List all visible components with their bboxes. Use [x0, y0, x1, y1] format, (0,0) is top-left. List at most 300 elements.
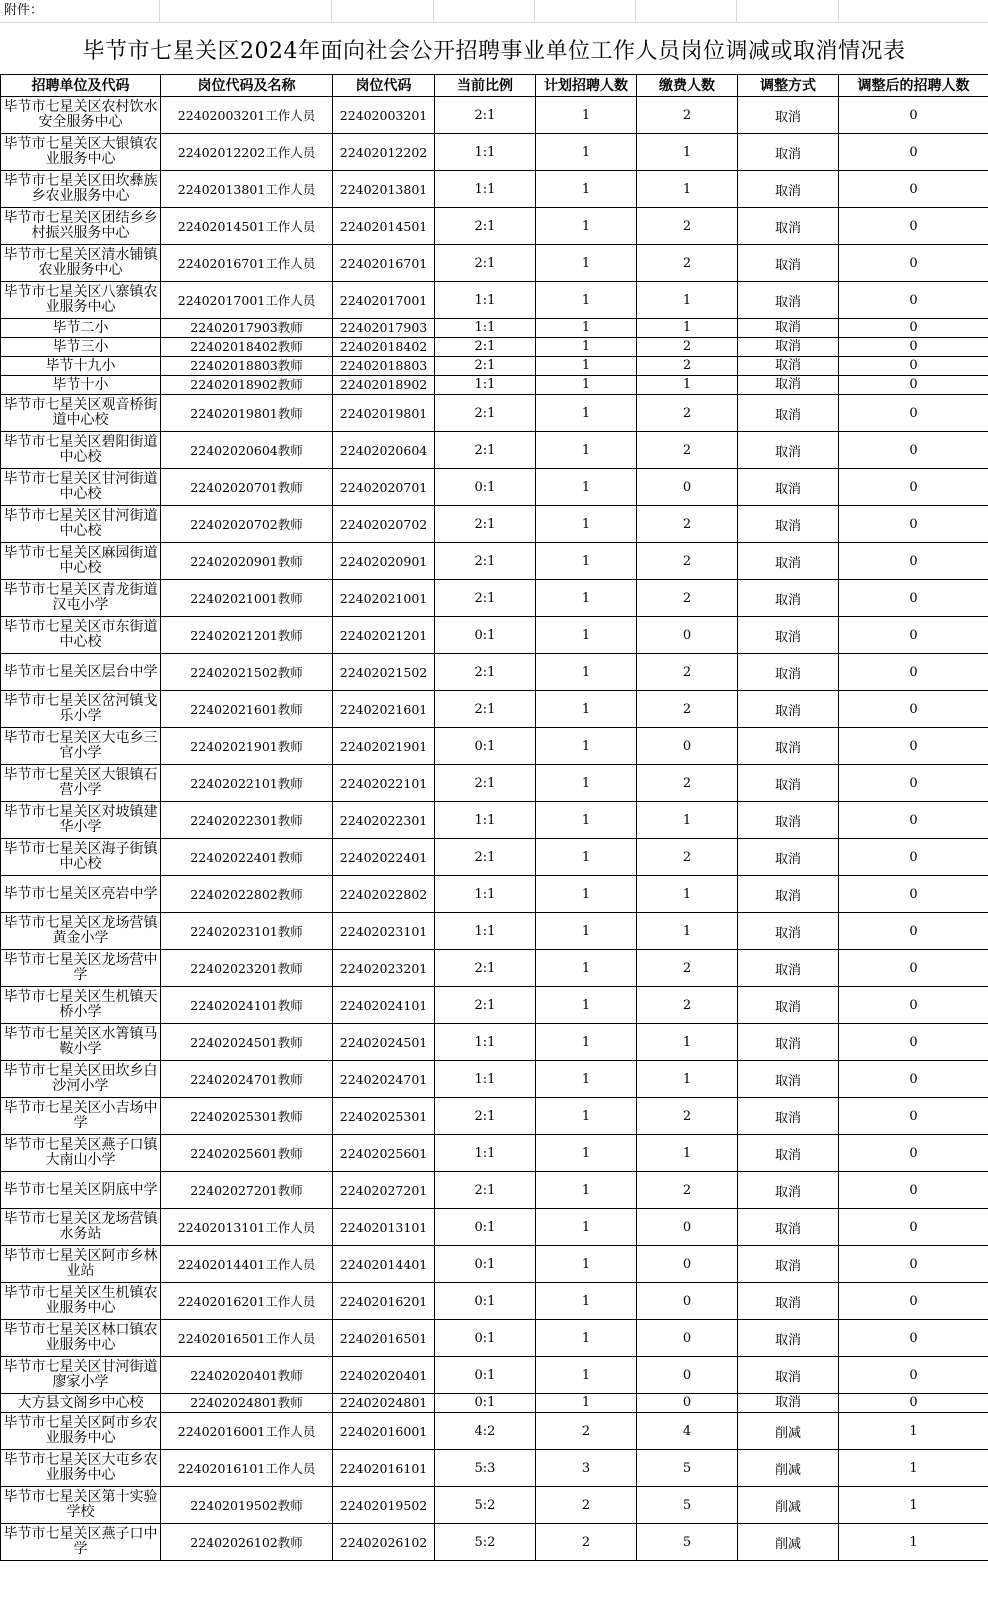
header-code: 岗位代码: [333, 75, 435, 97]
cell-code: 22402023201: [333, 950, 435, 987]
cell-unit: 毕节市七星关区龙场营镇黄金小学: [1, 913, 161, 950]
cell-unit: 毕节十小: [1, 376, 161, 395]
cell-plan: 1: [536, 357, 637, 376]
cell-plan: 2: [536, 1413, 637, 1450]
cell-unit: 毕节十九小: [1, 357, 161, 376]
table-row: [1, 839, 988, 876]
cell-method: 取消: [738, 469, 839, 506]
cell-after: 0: [839, 469, 988, 506]
cell-ratio: 1:1: [435, 802, 536, 839]
cell-after: 1: [839, 1450, 988, 1487]
cell-plan: 1: [536, 1283, 637, 1320]
attachment-row: [0, 0, 988, 22]
cell-ratio: 2:1: [435, 950, 536, 987]
cell-post: 22402014401工作人员: [161, 1246, 333, 1283]
cell-method: 取消: [738, 1172, 839, 1209]
cell-ratio: 2:1: [435, 338, 536, 357]
table-row: [1, 208, 988, 245]
table-row: [1, 876, 988, 913]
cell-method: 取消: [738, 319, 839, 338]
table-row: [1, 691, 988, 728]
cell-ratio: 1:1: [435, 319, 536, 338]
cell-after: 0: [839, 97, 988, 134]
cell-unit: 毕节市七星关区大银镇石营小学: [1, 765, 161, 802]
table-row: [1, 802, 988, 839]
cell-after: 0: [839, 876, 988, 913]
cell-post: 22402019502教师: [161, 1487, 333, 1524]
table-row: [1, 1172, 988, 1209]
cell-paid: 0: [637, 1246, 738, 1283]
cell-paid: 5: [637, 1450, 738, 1487]
cell-after: 0: [839, 134, 988, 171]
cell-code: 22402013801: [333, 171, 435, 208]
cell-method: 取消: [738, 1357, 839, 1394]
cell-plan: 1: [536, 617, 637, 654]
cell-unit: 毕节市七星关区阿市乡农业服务中心: [1, 1413, 161, 1450]
cell-code: 22402017903: [333, 319, 435, 338]
cell-code: 22402024501: [333, 1024, 435, 1061]
cell-method: 取消: [738, 395, 839, 432]
cell-method: 取消: [738, 987, 839, 1024]
cell-ratio: 0:1: [435, 1394, 536, 1413]
cell-code: 22402016701: [333, 245, 435, 282]
cell-code: 22402018402: [333, 338, 435, 357]
cell-ratio: 2:1: [435, 765, 536, 802]
cell-unit: 毕节市七星关区岔河镇戈乐小学: [1, 691, 161, 728]
cell-post: 22402013801工作人员: [161, 171, 333, 208]
cell-post: 22402020401教师: [161, 1357, 333, 1394]
cell-after: 1: [839, 1524, 988, 1561]
cell-ratio: 2:1: [435, 691, 536, 728]
cell-method: 取消: [738, 691, 839, 728]
table-row: [1, 1524, 988, 1561]
cell-after: 0: [839, 1209, 988, 1246]
table-row: [1, 1061, 988, 1098]
cell-after: 0: [839, 171, 988, 208]
cell-after: 0: [839, 1135, 988, 1172]
cell-after: 0: [839, 1172, 988, 1209]
table-row: [1, 1209, 988, 1246]
cell-post: 22402021001教师: [161, 580, 333, 617]
cell-ratio: 1:1: [435, 1135, 536, 1172]
cell-post: 22402020901教师: [161, 543, 333, 580]
cell-plan: 1: [536, 319, 637, 338]
cell-unit: 毕节市七星关区林口镇农业服务中心: [1, 1320, 161, 1357]
cell-ratio: 5:3: [435, 1450, 536, 1487]
cell-method: 取消: [738, 654, 839, 691]
cell-paid: 2: [637, 506, 738, 543]
table-row: [1, 469, 988, 506]
cell-method: 取消: [738, 208, 839, 245]
cell-plan: 1: [536, 950, 637, 987]
cell-plan: 1: [536, 691, 637, 728]
cell-code: 22402021502: [333, 654, 435, 691]
cell-method: 取消: [738, 913, 839, 950]
cell-paid: 5: [637, 1524, 738, 1561]
cell-code: 22402023101: [333, 913, 435, 950]
cell-unit: 毕节三小: [1, 338, 161, 357]
cell-after: 0: [839, 1283, 988, 1320]
cell-paid: 1: [637, 876, 738, 913]
table-row: [1, 654, 988, 691]
header-paid: 缴费人数: [637, 75, 738, 97]
cell-method: 取消: [738, 245, 839, 282]
cell-code: 22402016001: [333, 1413, 435, 1450]
cell-ratio: 0:1: [435, 1357, 536, 1394]
cell-after: 1: [839, 1413, 988, 1450]
cell-after: 1: [839, 1487, 988, 1524]
cell-method: 取消: [738, 171, 839, 208]
cell-code: 22402021001: [333, 580, 435, 617]
cell-after: 0: [839, 691, 988, 728]
cell-unit: 毕节市七星关区田坎彝族乡农业服务中心: [1, 171, 161, 208]
grid-cell: [0, 0, 160, 22]
cell-paid: 2: [637, 691, 738, 728]
table-row: [1, 357, 988, 376]
cell-plan: 1: [536, 543, 637, 580]
cell-after: 0: [839, 950, 988, 987]
cell-method: 取消: [738, 506, 839, 543]
cell-post: 22402022101教师: [161, 765, 333, 802]
cell-ratio: 0:1: [435, 1283, 536, 1320]
table-row: [1, 134, 988, 171]
cell-paid: 2: [637, 987, 738, 1024]
cell-post: 22402013101工作人员: [161, 1209, 333, 1246]
cell-plan: 1: [536, 282, 637, 319]
cell-method: 取消: [738, 134, 839, 171]
cell-code: 22402024801: [333, 1394, 435, 1413]
header-method: 调整方式: [738, 75, 839, 97]
table-row: [1, 950, 988, 987]
table-row: [1, 1357, 988, 1394]
cell-unit: 毕节市七星关区对坡镇建华小学: [1, 802, 161, 839]
cell-unit: 毕节市七星关区甘河街道中心校: [1, 506, 161, 543]
cell-ratio: 1:1: [435, 171, 536, 208]
cell-code: 22402021901: [333, 728, 435, 765]
cell-paid: 2: [637, 1098, 738, 1135]
table-row: [1, 728, 988, 765]
cell-code: 22402019801: [333, 395, 435, 432]
cell-method: 取消: [738, 376, 839, 395]
cell-method: 取消: [738, 1024, 839, 1061]
cell-method: 取消: [738, 432, 839, 469]
cell-unit: 毕节市七星关区第十实验学校: [1, 1487, 161, 1524]
cell-after: 0: [839, 839, 988, 876]
cell-paid: 0: [637, 1209, 738, 1246]
cell-post: 22402021201教师: [161, 617, 333, 654]
cell-paid: 1: [637, 171, 738, 208]
cell-plan: 1: [536, 580, 637, 617]
cell-after: 0: [839, 319, 988, 338]
cell-after: 0: [839, 1246, 988, 1283]
cell-method: 取消: [738, 1246, 839, 1283]
cell-post: 22402016101工作人员: [161, 1450, 333, 1487]
cell-unit: 大方县文阁乡中心校: [1, 1394, 161, 1413]
cell-unit: 毕节市七星关区团结乡乡村振兴服务中心: [1, 208, 161, 245]
table-row: [1, 338, 988, 357]
table-body: [1, 97, 988, 1561]
cell-after: 0: [839, 357, 988, 376]
cell-after: 0: [839, 506, 988, 543]
cell-paid: 2: [637, 765, 738, 802]
cell-post: 22402024701教师: [161, 1061, 333, 1098]
cell-after: 0: [839, 580, 988, 617]
cell-code: 22402014501: [333, 208, 435, 245]
cell-plan: 1: [536, 839, 637, 876]
cell-paid: 1: [637, 802, 738, 839]
cell-paid: 1: [637, 134, 738, 171]
table-row: [1, 543, 988, 580]
cell-method: 取消: [738, 543, 839, 580]
cell-post: 22402018402教师: [161, 338, 333, 357]
cell-method: 取消: [738, 1283, 839, 1320]
cell-method: 取消: [738, 1320, 839, 1357]
cell-paid: 0: [637, 469, 738, 506]
cell-plan: 2: [536, 1487, 637, 1524]
cell-plan: 1: [536, 1098, 637, 1135]
cell-post: 22402027201教师: [161, 1172, 333, 1209]
cell-paid: 2: [637, 395, 738, 432]
cell-ratio: 2:1: [435, 357, 536, 376]
table-row: [1, 1135, 988, 1172]
cell-post: 22402026102教师: [161, 1524, 333, 1561]
cell-post: 22402017001工作人员: [161, 282, 333, 319]
cell-method: 取消: [738, 1394, 839, 1413]
grid-cell: [434, 0, 535, 22]
table-row: [1, 1283, 988, 1320]
cell-ratio: 1:1: [435, 913, 536, 950]
cell-code: 22402022101: [333, 765, 435, 802]
cell-code: 22402020901: [333, 543, 435, 580]
cell-paid: 2: [637, 543, 738, 580]
table-row: [1, 1320, 988, 1357]
cell-ratio: 2:1: [435, 543, 536, 580]
cell-post: 22402021601教师: [161, 691, 333, 728]
table-row: [1, 1246, 988, 1283]
cell-unit: 毕节市七星关区市东街道中心校: [1, 617, 161, 654]
cell-after: 0: [839, 1061, 988, 1098]
cell-after: 0: [839, 376, 988, 395]
cell-post: 22402020701教师: [161, 469, 333, 506]
positions-table: [0, 74, 988, 1561]
cell-paid: 0: [637, 617, 738, 654]
cell-method: 取消: [738, 839, 839, 876]
cell-code: 22402020701: [333, 469, 435, 506]
cell-ratio: 2:1: [435, 245, 536, 282]
cell-ratio: 5:2: [435, 1487, 536, 1524]
cell-after: 0: [839, 1024, 988, 1061]
cell-after: 0: [839, 1320, 988, 1357]
cell-unit: 毕节市七星关区麻园街道中心校: [1, 543, 161, 580]
header-plan: 计划招聘人数: [536, 75, 637, 97]
cell-code: 22402025601: [333, 1135, 435, 1172]
cell-method: 削减: [738, 1413, 839, 1450]
cell-ratio: 2:1: [435, 839, 536, 876]
table-row: [1, 1450, 988, 1487]
cell-unit: 毕节市七星关区大屯乡三官小学: [1, 728, 161, 765]
table-row: [1, 765, 988, 802]
table-row: [1, 913, 988, 950]
cell-method: 取消: [738, 1135, 839, 1172]
cell-unit: 毕节市七星关区观音桥街道中心校: [1, 395, 161, 432]
cell-post: 22402022401教师: [161, 839, 333, 876]
cell-plan: 1: [536, 338, 637, 357]
cell-code: 22402022802: [333, 876, 435, 913]
cell-plan: 1: [536, 395, 637, 432]
cell-after: 0: [839, 395, 988, 432]
attachment-label: 附件：: [4, 3, 44, 18]
cell-post: 22402023101教师: [161, 913, 333, 950]
cell-code: 22402022401: [333, 839, 435, 876]
cell-paid: 0: [637, 728, 738, 765]
cell-unit: 毕节市七星关区小吉场中学: [1, 1098, 161, 1135]
cell-paid: 1: [637, 913, 738, 950]
cell-after: 0: [839, 1394, 988, 1413]
grid-cell: [636, 0, 737, 22]
cell-method: 取消: [738, 1061, 839, 1098]
cell-ratio: 1:1: [435, 1024, 536, 1061]
cell-code: 22402025301: [333, 1098, 435, 1135]
cell-code: 22402013101: [333, 1209, 435, 1246]
cell-method: 取消: [738, 765, 839, 802]
cell-after: 0: [839, 338, 988, 357]
cell-plan: 1: [536, 765, 637, 802]
cell-ratio: 0:1: [435, 617, 536, 654]
table-row: [1, 506, 988, 543]
cell-code: 22402016201: [333, 1283, 435, 1320]
cell-unit: 毕节市七星关区农村饮水安全服务中心: [1, 97, 161, 134]
cell-ratio: 1:1: [435, 876, 536, 913]
table-row: [1, 580, 988, 617]
cell-method: 取消: [738, 357, 839, 376]
cell-paid: 1: [637, 1024, 738, 1061]
cell-unit: 毕节市七星关区碧阳街道中心校: [1, 432, 161, 469]
cell-paid: 2: [637, 839, 738, 876]
cell-ratio: 4:2: [435, 1413, 536, 1450]
cell-plan: 1: [536, 1320, 637, 1357]
cell-code: 22402024701: [333, 1061, 435, 1098]
cell-paid: 0: [637, 1357, 738, 1394]
cell-post: 22402024101教师: [161, 987, 333, 1024]
cell-after: 0: [839, 802, 988, 839]
cell-plan: 1: [536, 1172, 637, 1209]
cell-post: 22402019801教师: [161, 395, 333, 432]
cell-code: 22402020702: [333, 506, 435, 543]
cell-code: 22402012202: [333, 134, 435, 171]
cell-code: 22402021601: [333, 691, 435, 728]
cell-plan: 2: [536, 1524, 637, 1561]
cell-method: 削减: [738, 1487, 839, 1524]
cell-ratio: 2:1: [435, 1172, 536, 1209]
cell-after: 0: [839, 1357, 988, 1394]
cell-ratio: 2:1: [435, 208, 536, 245]
cell-post: 22402021901教师: [161, 728, 333, 765]
cell-unit: 毕节市七星关区生机镇农业服务中心: [1, 1283, 161, 1320]
table-header-row: [1, 75, 988, 97]
header-after: 调整后的招聘人数: [839, 75, 988, 97]
cell-unit: 毕节二小: [1, 319, 161, 338]
cell-plan: 1: [536, 1357, 637, 1394]
cell-ratio: 0:1: [435, 1209, 536, 1246]
cell-post: 22402023201教师: [161, 950, 333, 987]
cell-paid: 5: [637, 1487, 738, 1524]
cell-post: 22402022802教师: [161, 876, 333, 913]
cell-plan: 3: [536, 1450, 637, 1487]
cell-plan: 1: [536, 245, 637, 282]
cell-plan: 1: [536, 208, 637, 245]
cell-ratio: 2:1: [435, 395, 536, 432]
cell-code: 22402016101: [333, 1450, 435, 1487]
table-row: [1, 395, 988, 432]
cell-code: 22402020604: [333, 432, 435, 469]
cell-unit: 毕节市七星关区海子街镇中心校: [1, 839, 161, 876]
cell-post: 22402018902教师: [161, 376, 333, 395]
cell-unit: 毕节市七星关区燕子口镇大南山小学: [1, 1135, 161, 1172]
grid-cell: [332, 0, 434, 22]
cell-unit: 毕节市七星关区阴底中学: [1, 1172, 161, 1209]
cell-unit: 毕节市七星关区甘河街道廖家小学: [1, 1357, 161, 1394]
cell-plan: 1: [536, 1061, 637, 1098]
cell-unit: 毕节市七星关区大银镇农业服务中心: [1, 134, 161, 171]
cell-unit: 毕节市七星关区龙场营中学: [1, 950, 161, 987]
cell-code: 22402018902: [333, 376, 435, 395]
cell-paid: 2: [637, 1172, 738, 1209]
cell-paid: 2: [637, 338, 738, 357]
cell-unit: 毕节市七星关区层台中学: [1, 654, 161, 691]
cell-ratio: 2:1: [435, 654, 536, 691]
table-row: [1, 1098, 988, 1135]
cell-plan: 1: [536, 1209, 637, 1246]
header-post: 岗位代码及名称: [161, 75, 333, 97]
cell-plan: 1: [536, 728, 637, 765]
table-row: [1, 432, 988, 469]
cell-plan: 1: [536, 654, 637, 691]
table-row: [1, 97, 988, 134]
cell-ratio: 0:1: [435, 728, 536, 765]
cell-method: 取消: [738, 282, 839, 319]
table-row: [1, 1413, 988, 1450]
cell-unit: 毕节市七星关区生机镇天桥小学: [1, 987, 161, 1024]
cell-ratio: 5:2: [435, 1524, 536, 1561]
cell-after: 0: [839, 654, 988, 691]
cell-code: 22402003201: [333, 97, 435, 134]
cell-code: 22402017001: [333, 282, 435, 319]
cell-paid: 2: [637, 654, 738, 691]
cell-after: 0: [839, 1098, 988, 1135]
cell-ratio: 1:1: [435, 134, 536, 171]
header-ratio: 当前比例: [435, 75, 536, 97]
cell-ratio: 0:1: [435, 1246, 536, 1283]
table-row: [1, 171, 988, 208]
cell-post: 22402025301教师: [161, 1098, 333, 1135]
cell-ratio: 1:1: [435, 1061, 536, 1098]
cell-unit: 毕节市七星关区八寨镇农业服务中心: [1, 282, 161, 319]
cell-unit: 毕节市七星关区龙场营镇水务站: [1, 1209, 161, 1246]
cell-code: 22402020401: [333, 1357, 435, 1394]
cell-after: 0: [839, 987, 988, 1024]
cell-post: 22402017903教师: [161, 319, 333, 338]
cell-code: 22402021201: [333, 617, 435, 654]
cell-post: 22402022301教师: [161, 802, 333, 839]
table-row: [1, 1394, 988, 1413]
grid-cell: [535, 0, 636, 22]
cell-after: 0: [839, 913, 988, 950]
cell-paid: 0: [637, 1283, 738, 1320]
table-row: [1, 987, 988, 1024]
cell-paid: 2: [637, 245, 738, 282]
cell-paid: 1: [637, 282, 738, 319]
cell-plan: 1: [536, 1135, 637, 1172]
